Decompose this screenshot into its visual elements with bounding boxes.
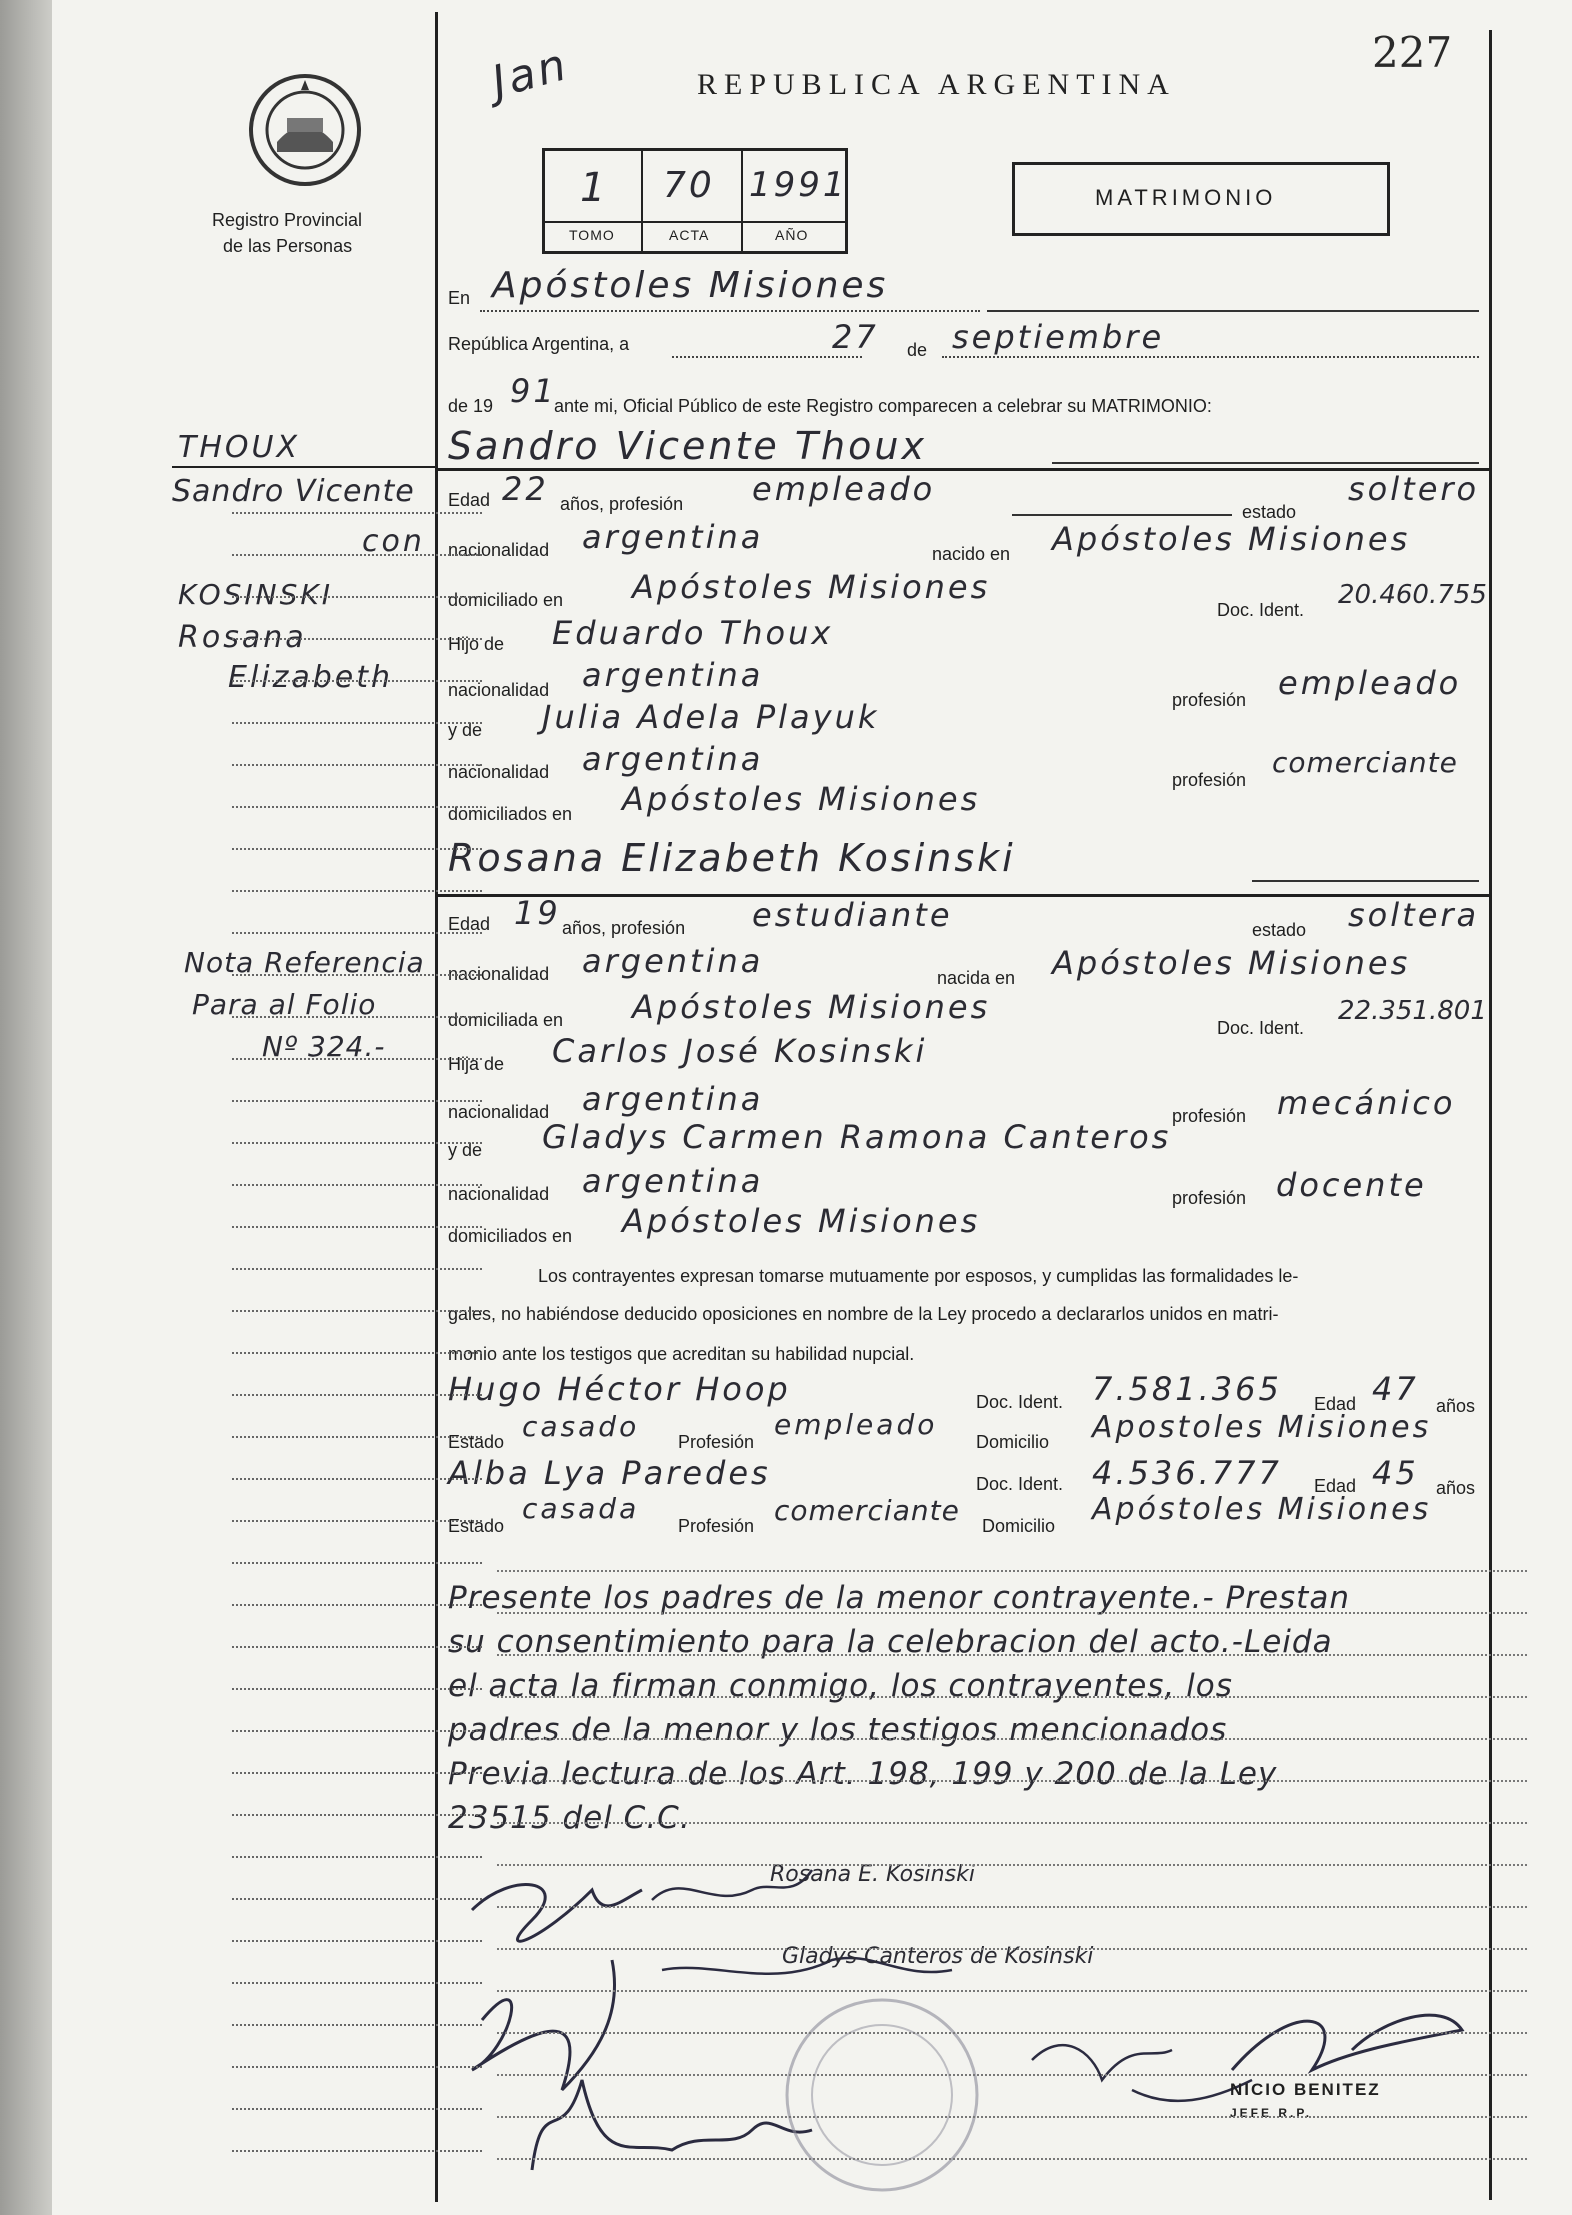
groom-profession-value: empleado xyxy=(752,470,936,508)
bride-father-label: Hija de xyxy=(448,1054,505,1074)
bride-mother-value: Gladys Carmen Ramona Canteros xyxy=(542,1118,1172,1156)
groom-father-profession-label: profesión xyxy=(1172,690,1247,710)
witness2-name: Alba Lya Paredes xyxy=(448,1454,771,1492)
bride-profession-label: años, profesión xyxy=(562,918,686,938)
remarks-ruled-line xyxy=(497,2032,1527,2034)
remarks-ruled-line xyxy=(497,2158,1527,2160)
record-number-box xyxy=(542,148,848,254)
margin-note-folio: Para al Folio xyxy=(192,988,377,1021)
groom-domicile-value: Apóstoles Misiones xyxy=(632,568,991,606)
groom-mother-label: y de xyxy=(448,720,483,740)
groom-mother-nationality-value: argentina xyxy=(582,740,764,778)
groom-doc-value: 20.460.755 xyxy=(1338,580,1487,610)
bride-parents-domicile-value: Apóstoles Misiones xyxy=(622,1202,981,1240)
margin-ruled-line xyxy=(232,1520,482,1522)
ano-value: 1991 xyxy=(749,165,848,205)
margin-ruled-line xyxy=(232,680,482,682)
place-label: En xyxy=(448,288,471,308)
groom-age-value: 22 xyxy=(502,470,549,508)
margin-ruled-line xyxy=(232,932,482,934)
bride-mother-nationality-value: argentina xyxy=(582,1162,764,1200)
day-value: 27 xyxy=(832,318,879,356)
witness2-years-label: años xyxy=(1436,1478,1476,1498)
witness2-age-value: 45 xyxy=(1372,1454,1419,1492)
registry-name-line2: de las Personas xyxy=(223,236,353,256)
witness1-domicile-label: Domicilio xyxy=(976,1432,1050,1452)
margin-ruled-line xyxy=(232,1772,482,1774)
margin-bride-given2: Elizabeth xyxy=(228,660,394,695)
margin-ruled-line xyxy=(232,974,482,976)
witness2-domicile-label: Domicilio xyxy=(982,1516,1056,1536)
registry-name-line1: Registro Provincial xyxy=(212,210,363,230)
margin-ruled-line xyxy=(232,1058,482,1060)
remarks-line1: Presente los padres de la menor contrayente.- Prestan xyxy=(448,1580,1350,1616)
margin-ruled-line xyxy=(232,1814,482,1816)
witness1-doc-label: Doc. Ident. xyxy=(976,1392,1064,1412)
witness2-doc-value: 4.536.777 xyxy=(1092,1454,1282,1492)
bride-father-profession-value: mecánico xyxy=(1277,1084,1456,1122)
initials-mark: Jan xyxy=(486,38,575,109)
margin-ruled-line xyxy=(232,1646,482,1648)
remarks-line5: Previa lectura de los Art. 198, 199 y 200 de la Ley xyxy=(448,1756,1278,1792)
witness1-domicile-value: Apostoles Misiones xyxy=(1092,1410,1432,1445)
bride-birthplace-value: Apóstoles Misiones xyxy=(1052,944,1411,982)
groom-mother-profession-label: profesión xyxy=(1172,770,1247,790)
margin-note-number: Nº 324.- xyxy=(262,1030,386,1063)
remarks-ruled-line xyxy=(497,1864,1527,1866)
margin-ruled-line xyxy=(232,2150,482,2152)
bride-age-label: Edad xyxy=(448,914,491,934)
margin-groom-surname: THOUX xyxy=(178,430,301,465)
margin-ruled-line xyxy=(232,1604,482,1606)
bride-signature: Rosana E. Kosinski xyxy=(770,1862,975,1887)
margin-bride-given1: Rosana xyxy=(178,620,307,655)
bride-nationality-value: argentina xyxy=(582,942,764,980)
bride-father-nationality-label: nacionalidad xyxy=(448,1102,550,1122)
remarks-line6: 23515 del C.C. xyxy=(448,1800,691,1836)
margin-ruled-line xyxy=(232,1352,482,1354)
bride-mother-label: y de xyxy=(448,1140,483,1160)
page-number: 227 xyxy=(1372,28,1453,77)
groom-full-name: Sandro Vicente Thoux xyxy=(448,424,927,468)
remarks-ruled-line xyxy=(497,1948,1527,1950)
margin-ruled-line xyxy=(232,764,482,766)
groom-mother-profession-value: comerciante xyxy=(1272,746,1458,779)
margin-divider xyxy=(435,12,438,2202)
groom-marital-label: estado xyxy=(1242,502,1297,522)
bride-mother-profession-value: docente xyxy=(1276,1166,1427,1204)
margin-note-reference: Nota Referencia xyxy=(184,946,425,979)
bride-profession-value: estudiante xyxy=(752,896,953,934)
bride-age-value: 19 xyxy=(514,894,561,932)
groom-born-label: nacido en xyxy=(932,544,1011,564)
margin-ruled-line xyxy=(232,1478,482,1480)
margin-ruled-line xyxy=(232,1310,482,1312)
bride-parents-domicile-label: domiciliados en xyxy=(448,1226,573,1246)
remarks-ruled-line xyxy=(497,2116,1527,2118)
witness2-domicile-value: Apóstoles Misiones xyxy=(1092,1492,1432,1527)
signatures-area xyxy=(452,1850,1492,2210)
margin-ruled-line xyxy=(232,2066,482,2068)
groom-marital-value: soltero xyxy=(1348,470,1480,508)
groom-mother-value: Julia Adela Playuk xyxy=(542,698,880,736)
bride-domicile-value: Apóstoles Misiones xyxy=(632,988,991,1026)
country-title: REPUBLICA ARGENTINA xyxy=(697,68,1176,101)
margin-bride-surname: KOSINSKI xyxy=(178,578,334,611)
bride-born-label: nacida en xyxy=(937,968,1016,988)
bride-nationality-label: nacionalidad xyxy=(448,964,550,984)
groom-doc-label: Doc. Ident. xyxy=(1217,600,1305,620)
margin-ruled-line xyxy=(232,1940,482,1942)
acta-label: ACTA xyxy=(669,227,710,243)
bride-father-profession-label: profesión xyxy=(1172,1106,1247,1126)
margin-ruled-line xyxy=(232,1898,482,1900)
document-type-box xyxy=(1012,162,1390,236)
margin-ruled-line xyxy=(232,1226,482,1228)
groom-father-value: Eduardo Thoux xyxy=(552,614,834,652)
remarks-ruled-line xyxy=(497,1612,1527,1614)
remarks-ruled-line xyxy=(497,1570,1527,1572)
margin-ruled-line xyxy=(232,512,482,514)
witness2-doc-label: Doc. Ident. xyxy=(976,1474,1064,1494)
bride-marital-label: estado xyxy=(1252,920,1307,940)
tomo-value: 1 xyxy=(580,165,609,211)
remarks-ruled-line xyxy=(497,1654,1527,1656)
groom-domicile-label: domiciliado en xyxy=(448,590,564,610)
bride-mother-nationality-label: nacionalidad xyxy=(448,1184,550,1204)
remarks-line2: su consentimiento para la celebracion del acto.-Leida xyxy=(448,1624,1333,1660)
officer-stamp-subtitle: JEFE R.P. xyxy=(1230,2106,1313,2120)
remarks-line4: padres de la menor y los testigos mencionados xyxy=(448,1712,1228,1748)
place-value: Apóstoles Misiones xyxy=(492,265,889,306)
declaration-line3: monio ante los testigos que acreditan su habilidad nupcial. xyxy=(448,1344,915,1364)
ano-label: AÑO xyxy=(775,227,809,243)
date-prefix-label: República Argentina, a xyxy=(448,334,630,354)
bride-father-value: Carlos José Kosinski xyxy=(552,1032,928,1070)
margin-ruled-line xyxy=(232,1100,482,1102)
acta-value: 70 xyxy=(663,165,715,206)
witness1-state-value: casado xyxy=(522,1410,640,1443)
bride-full-name: Rosana Elizabeth Kosinski xyxy=(448,836,1016,880)
margin-ruled-line xyxy=(232,554,482,556)
margin-ruled-line xyxy=(232,1730,482,1732)
provincial-seal-logo xyxy=(247,70,363,190)
bride-father-nationality-value: argentina xyxy=(582,1080,764,1118)
witness2-age-label: Edad xyxy=(1314,1476,1357,1496)
margin-ruled-line xyxy=(232,806,482,808)
remarks-ruled-line xyxy=(497,2074,1527,2076)
margin-ruled-line xyxy=(232,1016,482,1018)
margin-ruled-line xyxy=(232,596,482,598)
remarks-ruled-line xyxy=(497,1738,1527,1740)
remarks-ruled-line xyxy=(497,1822,1527,1824)
groom-parents-domicile-label: domiciliados en xyxy=(448,804,573,824)
witness1-name: Hugo Héctor Hoop xyxy=(448,1370,791,1408)
groom-father-profession-value: empleado xyxy=(1278,664,1462,702)
witness2-state-value: casada xyxy=(522,1492,640,1525)
year-suffix-value: 91 xyxy=(510,372,557,410)
tomo-label: TOMO xyxy=(569,227,615,243)
margin-groom-given-names: Sandro Vicente xyxy=(172,474,415,509)
margin-ruled-line xyxy=(232,722,482,724)
groom-birthplace-value: Apóstoles Misiones xyxy=(1052,520,1411,558)
margin-ruled-line xyxy=(232,1184,482,1186)
witness2-state-label: Estado xyxy=(448,1516,505,1536)
marriage-certificate-page xyxy=(52,0,1572,2215)
witness1-years-label: años xyxy=(1436,1396,1476,1416)
margin-ruled-line xyxy=(232,890,482,892)
witness1-age-value: 47 xyxy=(1372,1370,1419,1408)
bride-doc-label: Doc. Ident. xyxy=(1217,1018,1305,1038)
margin-ruled-line xyxy=(232,1562,482,1564)
groom-father-nationality-value: argentina xyxy=(582,656,764,694)
year-prefix-label: de 19 xyxy=(448,396,494,416)
margin-ruled-line xyxy=(232,2024,482,2026)
margin-ruled-line xyxy=(232,1688,482,1690)
remarks-ruled-line xyxy=(497,1780,1527,1782)
margin-ruled-line xyxy=(232,1436,482,1438)
margin-ruled-line xyxy=(232,1142,482,1144)
remarks-line3: el acta la firman conmigo, los contrayentes, los xyxy=(448,1668,1233,1704)
groom-age-label: Edad xyxy=(448,490,491,510)
witness1-profession-value: empleado xyxy=(774,1408,938,1441)
margin-ruled-line xyxy=(232,1982,482,1984)
witness1-doc-value: 7.581.365 xyxy=(1092,1370,1282,1408)
groom-nationality-label: nacionalidad xyxy=(448,540,550,560)
margin-ruled-line xyxy=(232,1394,482,1396)
appearance-text: ante mi, Oficial Público de este Registro comparecen a celebrar su MATRIMONIO: xyxy=(554,396,1212,416)
witness1-age-label: Edad xyxy=(1314,1394,1357,1414)
groom-parents-domicile-value: Apóstoles Misiones xyxy=(622,780,981,818)
groom-father-label: Hijo de xyxy=(448,634,505,654)
bride-domicile-label: domiciliada en xyxy=(448,1010,564,1030)
margin-ruled-line xyxy=(232,2108,482,2110)
margin-ruled-line xyxy=(232,638,482,640)
witness2-profession-label: Profesión xyxy=(678,1516,755,1536)
margin-ruled-line xyxy=(232,1268,482,1270)
groom-father-nationality-label: nacionalidad xyxy=(448,680,550,700)
month-value: septiembre xyxy=(952,318,1165,356)
date-de-label: de xyxy=(907,340,928,360)
bride-mother-profession-label: profesión xyxy=(1172,1188,1247,1208)
bride-doc-value: 22.351.801 xyxy=(1338,996,1487,1026)
document-type: MATRIMONIO xyxy=(1095,185,1277,210)
witness1-profession-label: Profesión xyxy=(678,1432,755,1452)
bride-mother-signature: Gladys Canteros de Kosinski xyxy=(782,1944,1094,1969)
groom-mother-nationality-label: nacionalidad xyxy=(448,762,550,782)
declaration-line1: Los contrayentes expresan tomarse mutuamente por esposos, y cumplidas las formalidades le- xyxy=(538,1266,1299,1286)
officer-stamp-name: NICIO BENITEZ xyxy=(1230,2080,1381,2099)
declaration-line2: gales, no habiéndose deducido oposiciones en nombre de la Ley procedo a declararlos unidos en matri- xyxy=(448,1304,1279,1324)
groom-nationality-value: argentina xyxy=(582,518,764,556)
groom-profession-label: años, profesión xyxy=(560,494,684,514)
witness2-profession-value: comerciante xyxy=(774,1494,960,1527)
bride-marital-value: soltera xyxy=(1348,896,1480,934)
remarks-ruled-line xyxy=(497,1696,1527,1698)
witness1-state-label: Estado xyxy=(448,1432,505,1452)
margin-ruled-line xyxy=(232,848,482,850)
margin-ruled-line xyxy=(232,1856,482,1858)
margin-con: con xyxy=(362,524,425,559)
remarks-ruled-line xyxy=(497,1990,1527,1992)
remarks-ruled-line xyxy=(497,1906,1527,1908)
